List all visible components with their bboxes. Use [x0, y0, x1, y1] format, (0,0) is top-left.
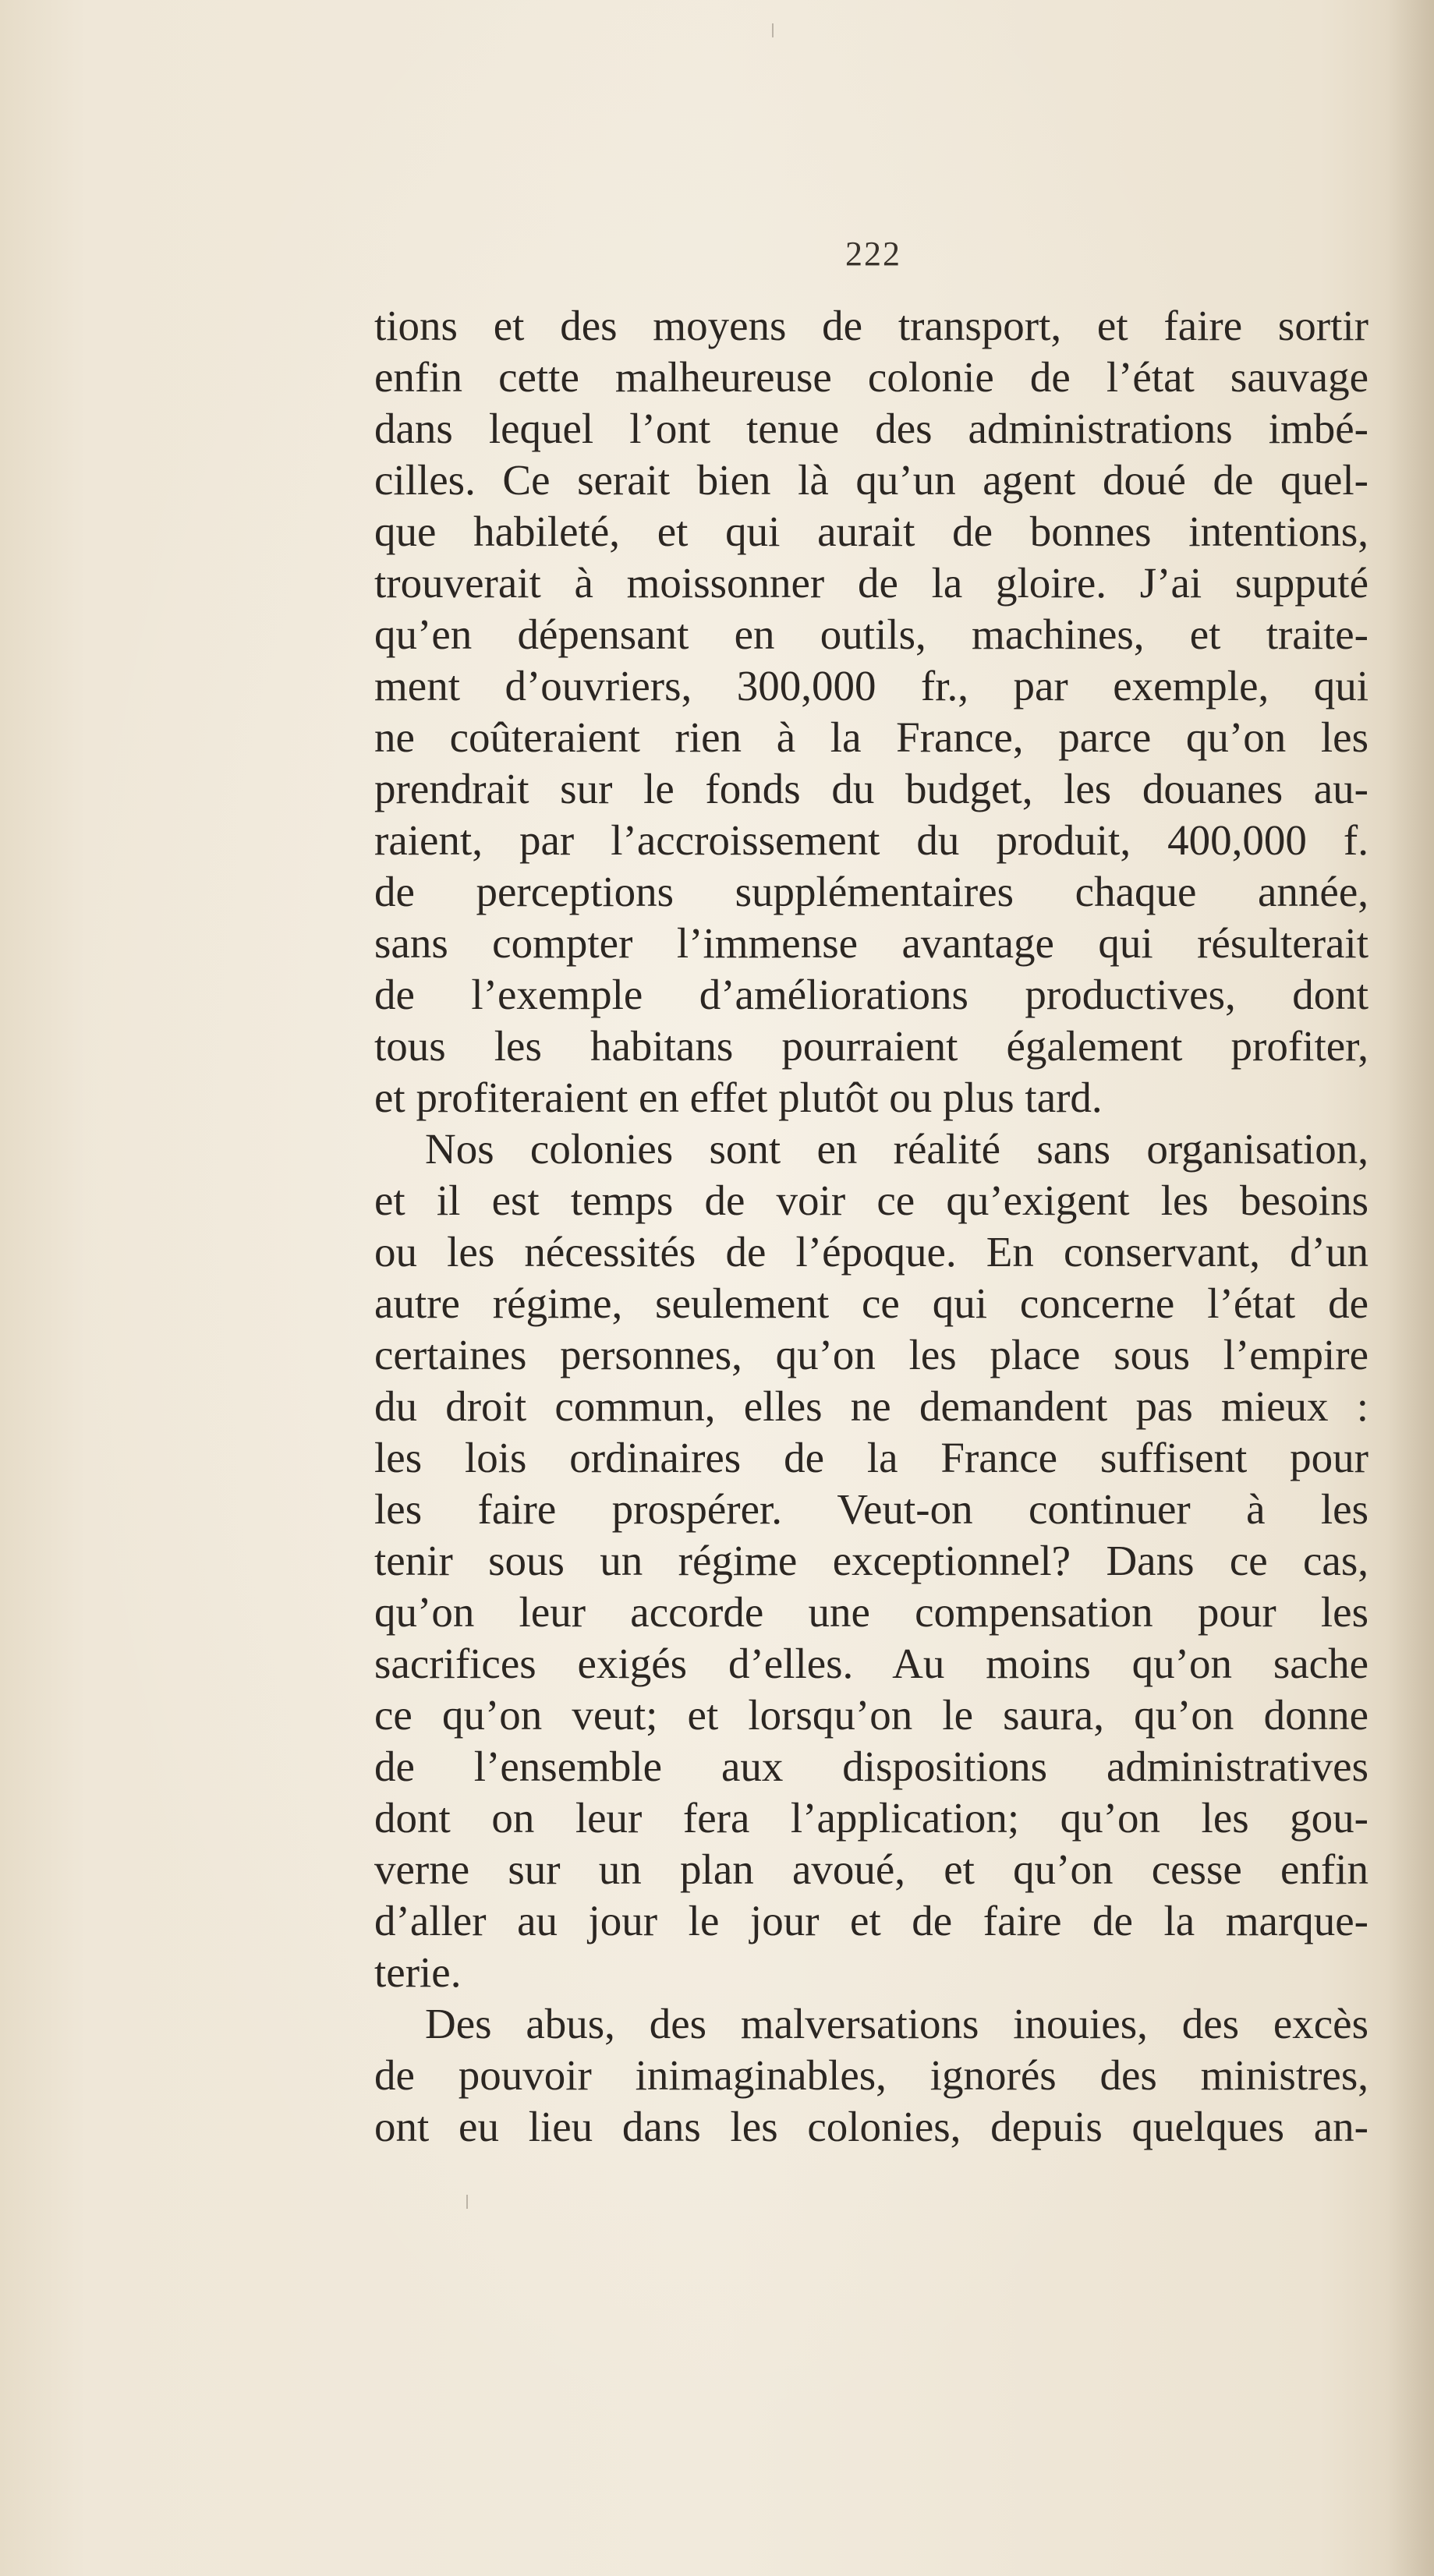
text-line: que habileté, et qui aurait de bonnes intentions, — [374, 508, 1368, 555]
text-line: enfin cette malheureuse colonie de l’état sauvage — [374, 353, 1368, 401]
text-line: ne coûteraient rien à la France, parce qu’on les — [374, 713, 1368, 761]
paper-mark — [466, 2195, 468, 2209]
page-number: 222 — [845, 235, 901, 273]
text-line: et il est temps de voir ce qu’exigent les besoins — [374, 1177, 1368, 1224]
text-line: ment d’ouvriers, 300,000 fr., par exemple, qui — [374, 662, 1368, 709]
text-line: de pouvoir inimaginables, ignorés des ministres, — [374, 2051, 1368, 2099]
text-line: qu’en dépensant en outils, machines, et traite- — [374, 610, 1368, 658]
page-edge-shadow — [1387, 0, 1434, 2576]
text-line: cilles. Ce serait bien là qu’un agent doué de quel- — [374, 456, 1368, 504]
text-line: sans compter l’immense avantage qui résulterait — [374, 919, 1368, 967]
paragraph-end-line: terie. — [374, 1948, 462, 1996]
text-line: tions et des moyens de transport, et faire sortir — [374, 302, 1368, 349]
text-line: autre régime, seulement ce qui concerne l’état de — [374, 1279, 1368, 1327]
text-line: de l’ensemble aux dispositions administratives — [374, 1743, 1368, 1790]
text-line: qu’on leur accorde une compensation pour les — [374, 1588, 1368, 1636]
text-line: ce qu’on veut; et lorsqu’on le saura, qu’on donne — [374, 1691, 1368, 1739]
text-line: sacrifices exigés d’elles. Au moins qu’on sache — [374, 1640, 1368, 1687]
text-line: raient, par l’accroissement du produit, 400,000 f. — [374, 816, 1368, 864]
text-line: du droit commun, elles ne demandent pas mieux : — [374, 1382, 1368, 1430]
text-line: verne sur un plan avoué, et qu’on cesse enfin — [374, 1845, 1368, 1893]
paragraph-start-line: Nos colonies sont en réalité sans organisation, — [425, 1125, 1368, 1173]
text-line: de perceptions supplémentaires chaque année, — [374, 868, 1368, 915]
paragraph-start-line: Des abus, des malversations inouies, des excès — [425, 2000, 1368, 2047]
paragraph-end-line: et profiteraient en effet plutôt ou plus tard. — [374, 1074, 1103, 1121]
paper-mark — [772, 23, 774, 37]
text-line: trouverait à moissonner de la gloire. J’ai supputé — [374, 559, 1368, 607]
text-line: de l’exemple d’améliorations productives, dont — [374, 971, 1368, 1018]
text-line: ou les nécessités de l’époque. En conservant, d’un — [374, 1228, 1368, 1276]
text-line: dans lequel l’ont tenue des administrations imbé- — [374, 405, 1368, 452]
text-line: les faire prospérer. Veut-on continuer à les — [374, 1485, 1368, 1533]
text-line: tenir sous un régime exceptionnel? Dans ce cas, — [374, 1537, 1368, 1584]
text-line: tous les habitans pourraient également profiter, — [374, 1022, 1368, 1070]
text-line: les lois ordinaires de la France suffisent pour — [374, 1434, 1368, 1481]
text-line: d’aller au jour le jour et de faire de la marque- — [374, 1897, 1368, 1944]
text-line: ont eu lieu dans les colonies, depuis quelques an- — [374, 2103, 1368, 2150]
text-line: prendrait sur le fonds du budget, les douanes au- — [374, 765, 1368, 812]
text-line: certaines personnes, qu’on les place sous l’empire — [374, 1331, 1368, 1378]
text-line: dont on leur fera l’application; qu’on les gou- — [374, 1794, 1368, 1842]
